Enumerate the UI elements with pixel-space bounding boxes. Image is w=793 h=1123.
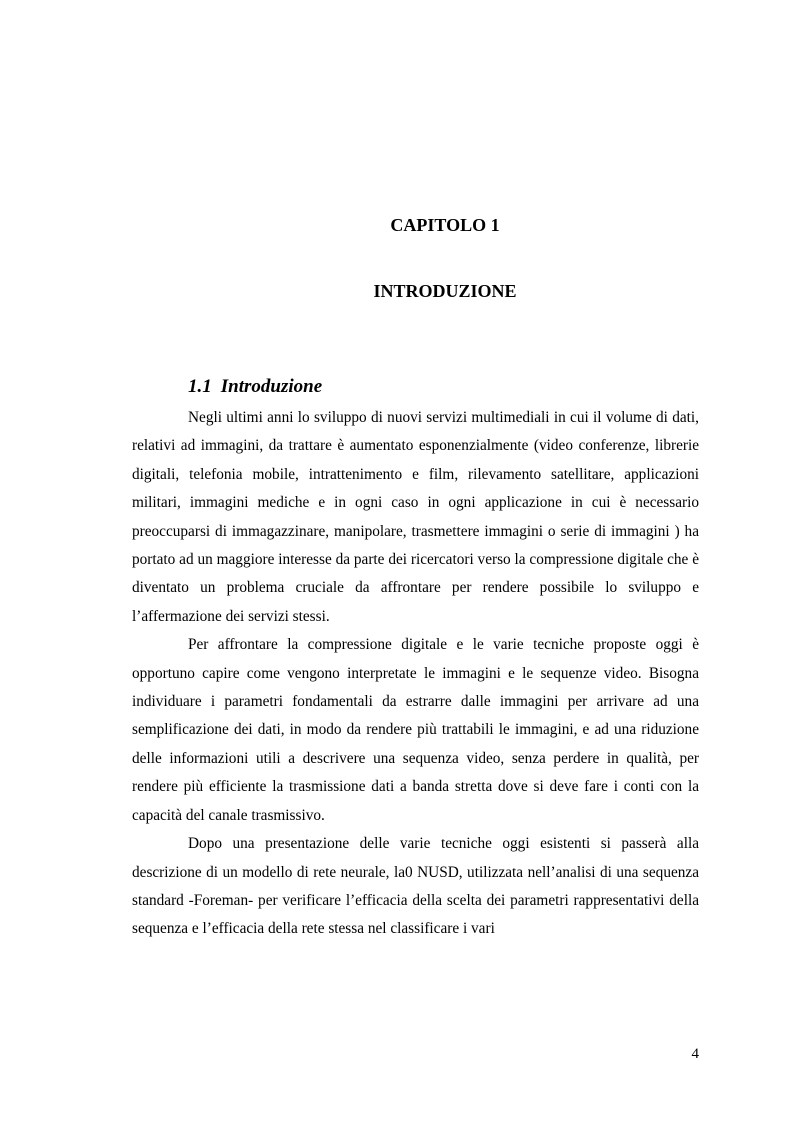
section-title: Introduzione xyxy=(220,376,323,397)
body-text xyxy=(132,404,699,944)
section-number: 1.1 xyxy=(188,376,212,397)
paragraph-1: Negli ultimi anni lo sviluppo di nuovi servizi multimediali in cui il volume di dati, relativi ad immagini, da trattare è aumentato esponenzialmente (video conferenze, librerie digitali, telefonia mobile, intrattenimento e film, rilevamento satellitare, applicazioni militari, immagini mediche e in ogni caso in ogni applicazione in cui è necessario preoccuparsi di immagazzinare, manipolare, trasmettere immagini o serie di immagini ) ha portato ad un maggiore interesse da parte dei ricercatori verso la compressione digitale che è diventato un problema cruciale da affrontare per rendere possibile lo sviluppo e l’affermazione dei servizi stessi. xyxy=(132,409,699,625)
chapter-title: INTRODUZIONE xyxy=(373,281,517,301)
paragraph-3: Dopo una presentazione delle varie tecniche oggi esistenti si passerà alla descrizione di un modello di rete neurale, la0 NUSD, utilizzata nell’analisi di una sequenza standard -Foreman- per verificare l’efficacia della scelta dei parametri rappresentativi della sequenza e l’efficacia della rete stessa nel classificare i vari xyxy=(132,835,699,938)
page-number: 4 xyxy=(691,1046,699,1062)
paragraph-2: Per affrontare la compressione digitale e le varie tecniche proposte oggi è opportuno capire come vengono interpretate le immagini e le sequenze video. Bisogna individuare i parametri fondamentali da estrarre dalle immagini per arrivare ad una semplificazione dei dati, in modo da rendere più trattabili le immagini, e ad una riduzione delle informazioni utili a descrivere una sequenza video, senza perdere in qualità, per rendere più efficiente la trasmissione dati a banda stretta dove si deve fare i conti con la capacità del canale trasmissivo. xyxy=(132,636,699,824)
section-heading xyxy=(188,376,322,398)
chapter-number: CAPITOLO 1 xyxy=(390,215,500,235)
